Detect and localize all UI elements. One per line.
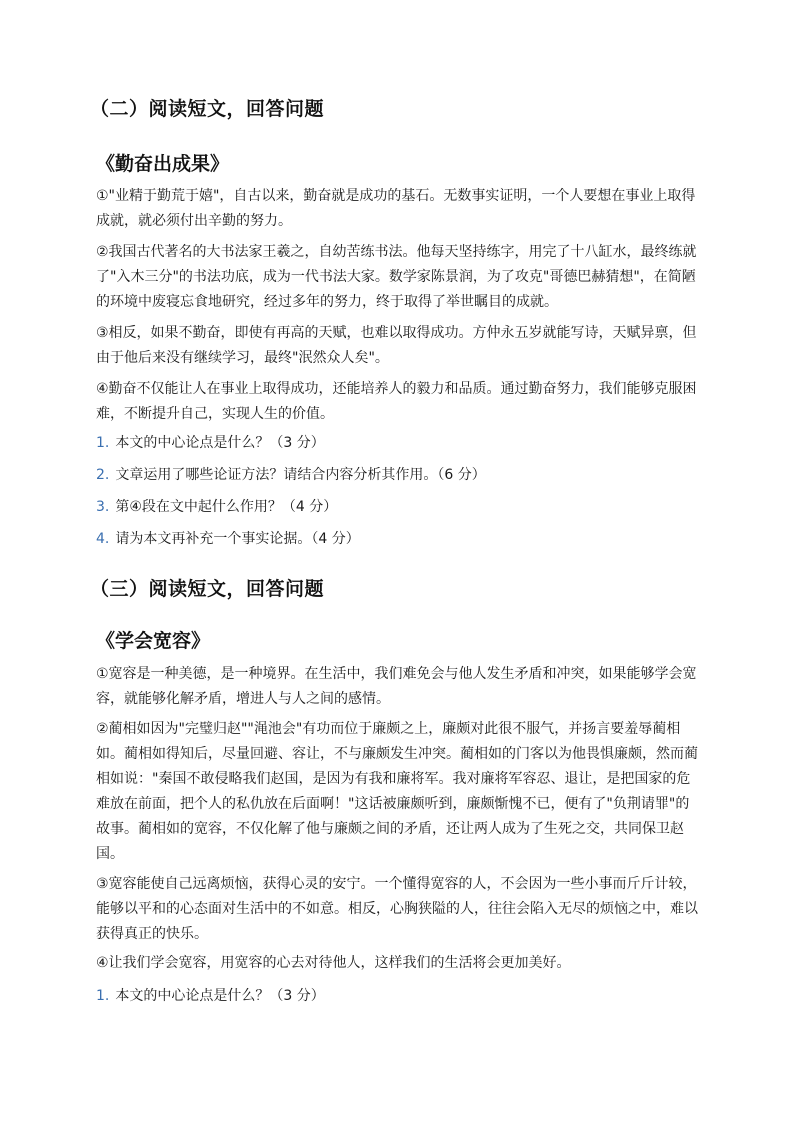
paragraph: ②蔺相如因为"完璧归赵""渑池会"有功而位于廉颇之上，廉颇对此很不服气，并扬言要羞辱蔺相如。蔺相如得知后，尽量回避、容让，不与廉颇发生冲突。蔺相如的门客以为他畏惧廉颇，然而蔺相如说："秦国不敢侵略我们赵国，是因为有我和廉将军。我对廉将军容忍、退让，是把国家的危难放在前面，把个人的私仇放在后面啊！"这话被廉颇听到，廉颇惭愧不已，便有了"负荆请罪"的故事。蔺相如的宽容，不仅化解了他与廉颇之间的矛盾，还让两人成为了生死之交，共同保卫赵国。 (96, 721, 698, 862)
question-number: 2. (96, 467, 110, 483)
section-heading: （二）阅读短文，回答问题 (90, 98, 325, 120)
question-text: 请为本文再补充一个事实论据。（4 分） (115, 531, 360, 547)
question-item (96, 432, 325, 454)
article-title: 《学会宽容》 (96, 630, 211, 652)
question-text: 文章运用了哪些论证方法？请结合内容分析其作用。（6 分） (115, 467, 486, 483)
paragraph: ①宽容是一种美德，是一种境界。在生活中，我们难免会与他人发生矛盾和冲突，如果能够学会宽容，就能够化解矛盾，增进人与人之间的感情。 (96, 666, 697, 707)
paragraph: ③宽容能使自己远离烦恼，获得心灵的安宁。一个懂得宽容的人，不会因为一些小事而斤斤计较，能够以平和的心态面对生活中的不如意。相反，心胸狭隘的人，往往会陷入无尽的烦恼之中，难以获得真正的快乐。 (96, 876, 698, 942)
paragraph: ②我国古代著名的大书法家王羲之，自幼苦练书法。他每天坚持练字，用完了十八缸水，最终练就了"入木三分"的书法功底，成为一代书法大家。数学家陈景润，为了攻克"哥德巴赫猜想"，在简陋的环境中废寝忘食地研究，经过多年的努力，终于取得了举世瞩目的成就。 (96, 244, 697, 310)
paragraph: ③相反，如果不勤奋，即使有再高的天赋，也难以取得成功。方仲永五岁就能写诗，天赋异禀，但由于他后来没有继续学习，最终"泯然众人矣"。 (96, 325, 697, 366)
question-item (96, 985, 325, 1007)
paragraph: ①"业精于勤荒于嬉"，自古以来，勤奋就是成功的基石。无数事实证明，一个人要想在事业上取得成就，就必须付出辛勤的努力。 (96, 188, 696, 229)
article-title: 《勤奋出成果》 (96, 153, 230, 175)
question-text: 本文的中心论点是什么？（3 分） (115, 988, 325, 1004)
paragraph: ④勤奋不仅能让人在事业上取得成功，还能培养人的毅力和品质。通过勤奋努力，我们能够克服困难，不断提升自己，实现人生的价值。 (96, 381, 697, 422)
section-heading: （三）阅读短文，回答问题 (90, 578, 325, 600)
question-text: 本文的中心论点是什么？（3 分） (115, 435, 325, 451)
question-item (96, 464, 486, 486)
question-number: 1. (96, 435, 110, 451)
question-item (96, 528, 360, 550)
question-item (96, 496, 337, 518)
question-number: 1. (96, 988, 110, 1004)
paragraph: ④让我们学会宽容，用宽容的心去对待他人，这样我们的生活将会更加美好。 (96, 955, 571, 971)
question-number: 4. (96, 531, 110, 547)
question-number: 3. (96, 499, 110, 515)
question-text: 第④段在文中起什么作用？（4 分） (115, 499, 338, 515)
